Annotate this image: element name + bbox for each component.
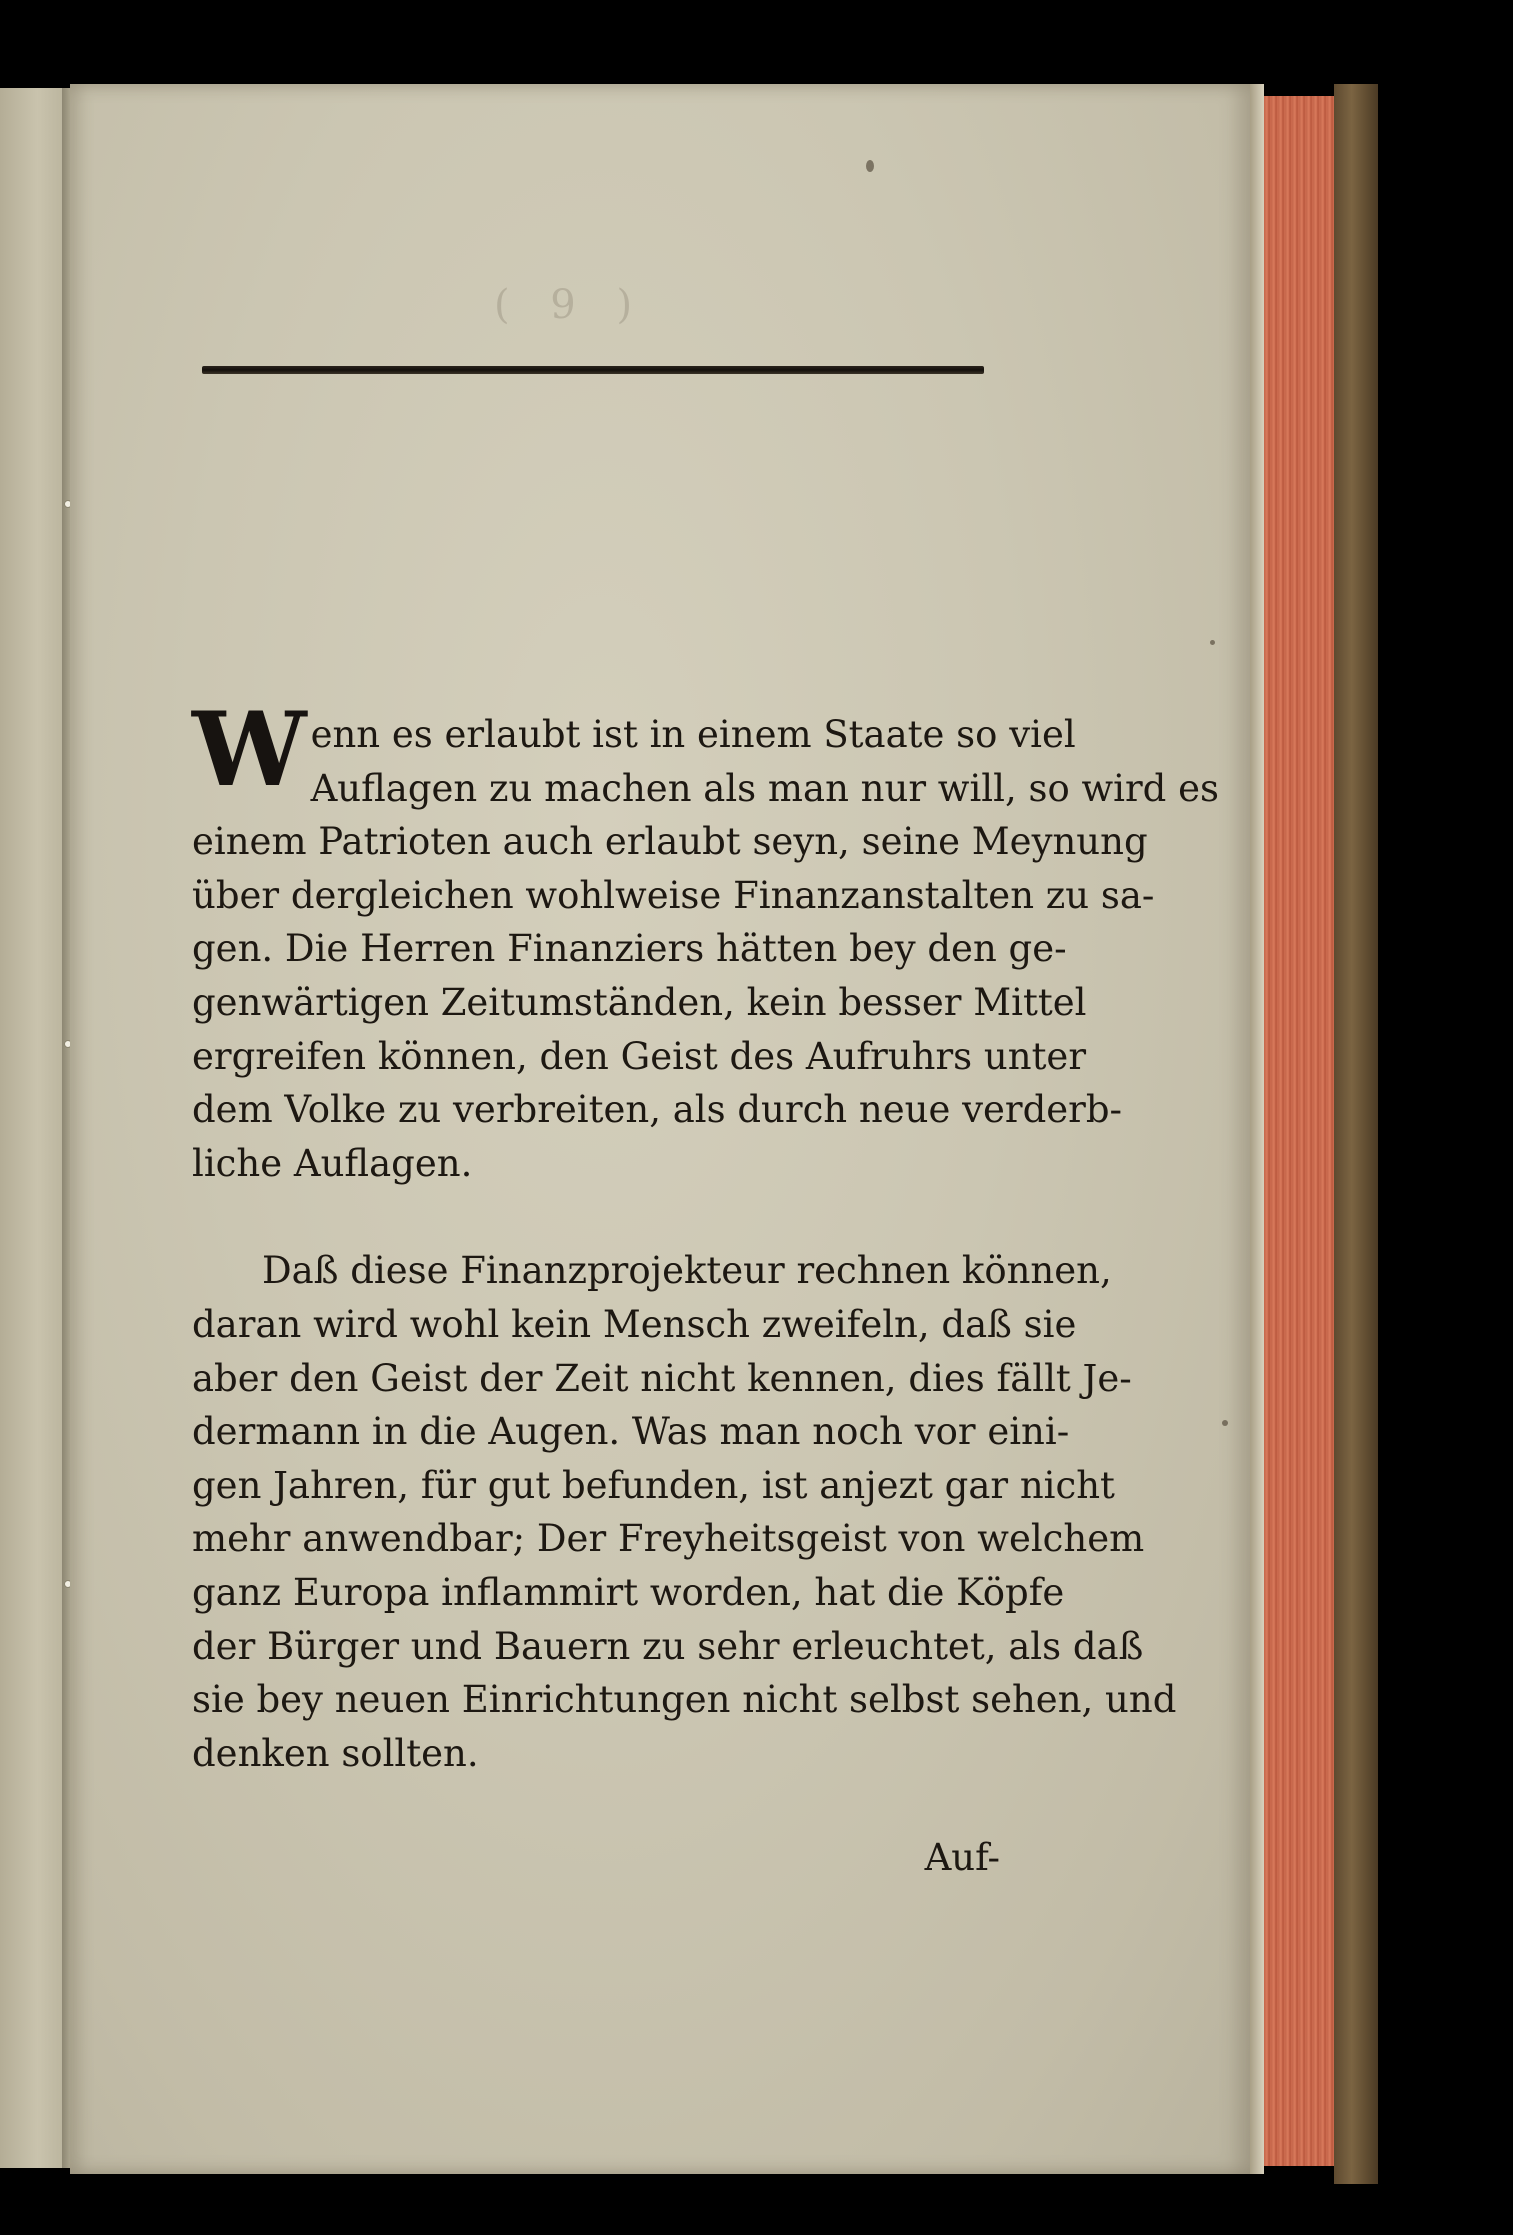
- text-line: enn es erlaubt ist in einem Staate so viel: [310, 713, 1076, 756]
- book-cover-edge: [1334, 84, 1378, 2184]
- text-line: der Bürger und Bauern zu sehr erleuchtet, als daß: [192, 1624, 1144, 1668]
- left-page-edge: [0, 88, 68, 2168]
- text-line: über dergleichen wohlweise Finanzanstalten zu sa-: [192, 873, 1155, 917]
- text-line: dermann in die Augen. Was man noch vor eini-: [192, 1410, 1070, 1454]
- text-line: gen Jahren, für gut befunden, ist anjezt gar nicht: [192, 1463, 1115, 1507]
- text-line: mehr anwendbar; Der Freyheitsgeist von welchem: [192, 1517, 1145, 1561]
- header-rule: [202, 366, 984, 374]
- binding-gutter: [62, 88, 70, 2168]
- text-line: Auflagen zu machen als man nur will, so wird es: [310, 766, 1220, 810]
- text-line: daran wird wohl kein Mensch zweifeln, daß sie: [192, 1302, 1077, 1346]
- text-line: gen. Die Herren Finanziers hätten bey den ge-: [192, 927, 1067, 971]
- text-line: Daß diese Finanzprojekteur rechnen können,: [262, 1249, 1112, 1293]
- text-line: aber den Geist der Zeit nicht kennen, dies fällt Je-: [192, 1356, 1132, 1400]
- text-line: ganz Europa inflammirt worden, hat die Köpfe: [192, 1570, 1065, 1614]
- text-line: dem Volke zu verbreiten, als durch neue verderb-: [192, 1088, 1123, 1132]
- ink-speck: [1210, 640, 1215, 645]
- paragraph-1: [192, 690, 1220, 1190]
- paragraph-2: [192, 1244, 1177, 1780]
- text-line: sie bey neuen Einrichtungen nicht selbst sehen, und: [192, 1678, 1177, 1722]
- ink-speck: [1222, 1420, 1228, 1426]
- paragraph-gap: [192, 1190, 1002, 1244]
- text-line: denken sollten.: [192, 1731, 479, 1775]
- main-text: [192, 690, 1220, 1780]
- text-line: liche Auflagen.: [192, 1141, 473, 1185]
- red-fore-edge: [1264, 96, 1334, 2166]
- drop-cap: W: [192, 690, 307, 810]
- ink-speck: [866, 160, 874, 172]
- text-line: einem Patrioten auch erlaubt seyn, seine Meynung: [192, 820, 1148, 864]
- catchword: Auf-: [924, 1836, 1000, 1879]
- page-edge-shadow: [1250, 84, 1264, 2174]
- page-number-header: ( 9 ): [493, 282, 647, 328]
- text-line: genwärtigen Zeitumständen, kein besser Mittel: [192, 980, 1087, 1024]
- text-line: ergreifen können, den Geist des Aufruhrs unter: [192, 1034, 1087, 1078]
